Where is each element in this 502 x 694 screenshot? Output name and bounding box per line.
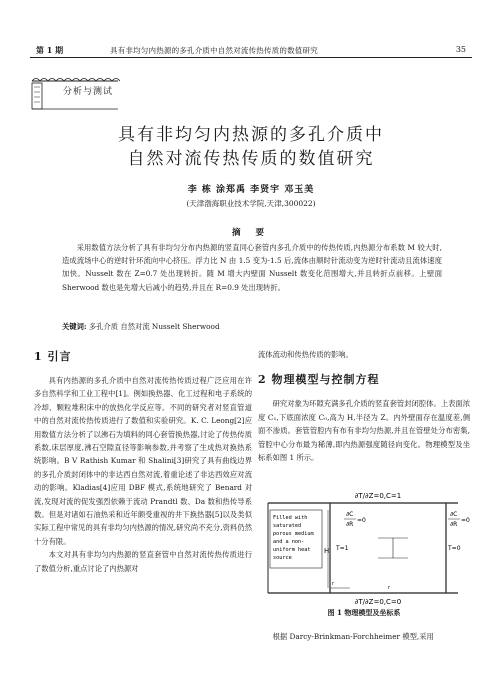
section-banner-label: 分析与测试 [63,87,114,97]
paragraph: 流体流动和传热传质的影响。 [258,350,353,359]
outer-bc-num: ∂C [450,511,458,518]
section-2-heading: 2 物理模型与控制方程 [258,373,380,387]
inner-radius-label: r [332,581,335,587]
legend-line: and a non- [273,539,305,545]
keywords-label: 关键词: [62,322,87,331]
abstract-body: 采用数值方法分析了具有非均匀分布内热源的竖直同心套管内多孔介质中的传热传质,内热源分布系数 M 较大时,造成流场中心的逆时针环流向中心挤压。浮力比 N 由 1.5 变为-1.5 后,流体由顺时针流动变为逆时针流动且流体速度加快。Nusselt 数在 Z=0.7 处出现转折。随 M 增大内壁面 Nusselt 数变化范围增大,并且转折点前移。上壁面 Sherwood 数也是先增大后减小的趋势,并且在 R=0.9 处出现转折。 [62,243,442,292]
section-1-heading: 1 引言 [34,350,72,363]
page-header [0,0,502,60]
paragraph: 研究对象为环隙充满多孔介质的竖直套管封闭腔体。上表面浓度 C₁,下底面浓度 C₀,高为 H,半径为 Z。内外壁面存在温度差,侧面不渗质。套管管腔内有布有非均匀热源,并且在管壁处分布密集,管腔中心分布最为稀薄,即内热源强度随径向变化。物理模型及坐标系如图 1 所示。 [258,399,470,463]
height-label: H [324,547,330,555]
outer-temp-label: T=0 [448,545,461,552]
outer-bc-den: ∂R [450,521,458,528]
affiliation: (天津渤海职业技术学院,天津,300022) [186,199,316,208]
issue-label: 第 1 期 [36,45,64,55]
right-column [258,348,470,464]
inner-bc-den: ∂R [346,521,354,528]
keywords [62,322,442,332]
title-line-1: 具有非均匀内热源的多孔介质中 [118,125,384,145]
paragraph: 本文对具有非均匀内热源的竖直套管中自然对流传热传质进行了数值分析,重点讨论了内热源对 [34,550,252,573]
abstract-heading: 摘 要 [232,228,270,238]
title-line-2: 自然对流传热传质的数值研究 [127,149,375,169]
paragraph: 具有内热源的多孔介质中自然对流传热传质过程广泛应用在许多自然科学和工业工程中[1]。例如换热器、化工过程和电子系统的冷却、颗粒堆积床中的放热化学反应等。不同的研究者对竖直管道中的自然对流传热传质进行了数值和实验研究。K. C. Leong[2]应用数值方法分析了以沸石为填料的同心套管换热器,讨论了传热传质系数,床层厚度,沸石空隙直径等影响参数,并考察了生成热对换热系统影响。B V Rathish Kumar 和 Shalini[3]研究了具有曲线边界的多孔介质封闭体中的非达西自然对流,着重论述了非达西效应对流动的影响。Kladias[4]应用 DBF 模式,系统地研究了 Benard 对流,发现对流的促发强烈依赖于流动 Prandtl 数、Da 数和热传导系数。但是对诸如石油热采和近年颇受重视的井下换热器[5]以及类似实际工程中常见的具有非均匀内热源的情况,研究尚不充分,资料仍然十分有限。 [34,376,252,546]
inner-bc-eq: =0 [357,517,366,524]
legend-line: saturated [273,523,302,529]
legend-line: Filled with [273,515,308,521]
left-column [34,348,252,575]
outer-bc-eq: =0 [461,517,470,524]
running-title: 具有非均匀内热源的多孔介质中自然对流传热传质的数值研究 [110,46,318,55]
paragraph: 根据 Darcy-Brinkman-Forchheimer 模型,采用 [272,632,434,641]
legend-line: uniform heat [273,547,311,553]
authors: 李 栋 涂郑禹 李贤宇 邓玉美 [187,185,315,195]
figure-physical-model [258,488,470,608]
inner-bc-num: ∂C [346,511,354,518]
inner-temp-label: T=1 [336,545,349,552]
page-number: 35 [455,45,466,54]
top-bc-label: ∂T/∂Z=0,C=1 [354,492,402,500]
figure-caption: 图 1 物理模型及坐标系 [327,608,401,617]
legend-line: source [273,555,292,561]
header-rule [30,57,472,58]
legend-line: porous medium [273,531,314,537]
outer-radius-label: r [388,585,391,591]
bottom-bc-label: ∂T/∂Z=0,C=0 [354,598,402,606]
keywords-text: 多孔介质 自然对流 Nusselt Sherwood [88,322,220,331]
